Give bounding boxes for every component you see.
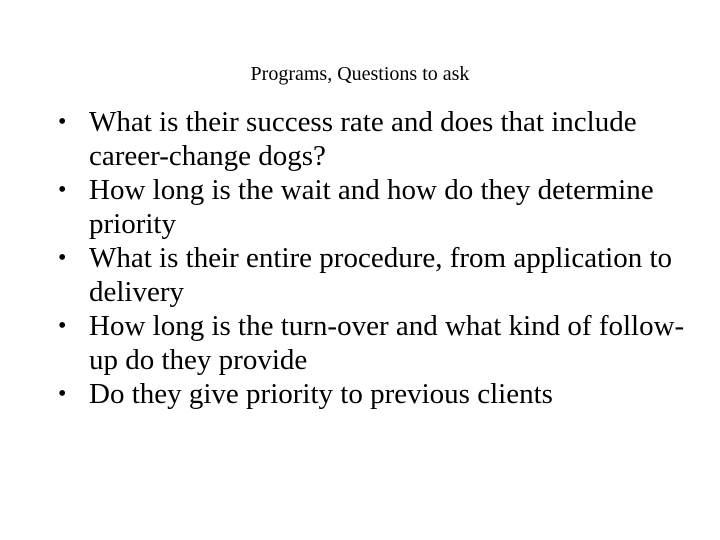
bullet-icon: • bbox=[58, 245, 67, 271]
bullet-icon: • bbox=[58, 313, 67, 339]
bullet-icon: • bbox=[58, 177, 67, 203]
bullet-icon: • bbox=[58, 109, 67, 135]
bullet-text: What is their entire procedure, from application to delivery bbox=[89, 242, 673, 308]
bullet-item bbox=[58, 377, 698, 411]
bullet-item bbox=[58, 105, 698, 173]
bullet-text: Do they give priority to previous clients bbox=[89, 378, 553, 410]
slide-title: Programs, Questions to ask bbox=[250, 63, 470, 85]
bullet-item bbox=[58, 241, 698, 309]
bullet-text: How long is the turn-over and what kind of follow-up do they provide bbox=[89, 310, 685, 376]
bullet-item bbox=[58, 173, 698, 241]
bullet-item bbox=[58, 309, 698, 377]
bullet-icon: • bbox=[58, 381, 67, 407]
bullet-list bbox=[58, 105, 698, 411]
bullet-text: What is their success rate and does that include career-change dogs? bbox=[89, 106, 637, 172]
bullet-text: How long is the wait and how do they determine priority bbox=[89, 174, 654, 240]
